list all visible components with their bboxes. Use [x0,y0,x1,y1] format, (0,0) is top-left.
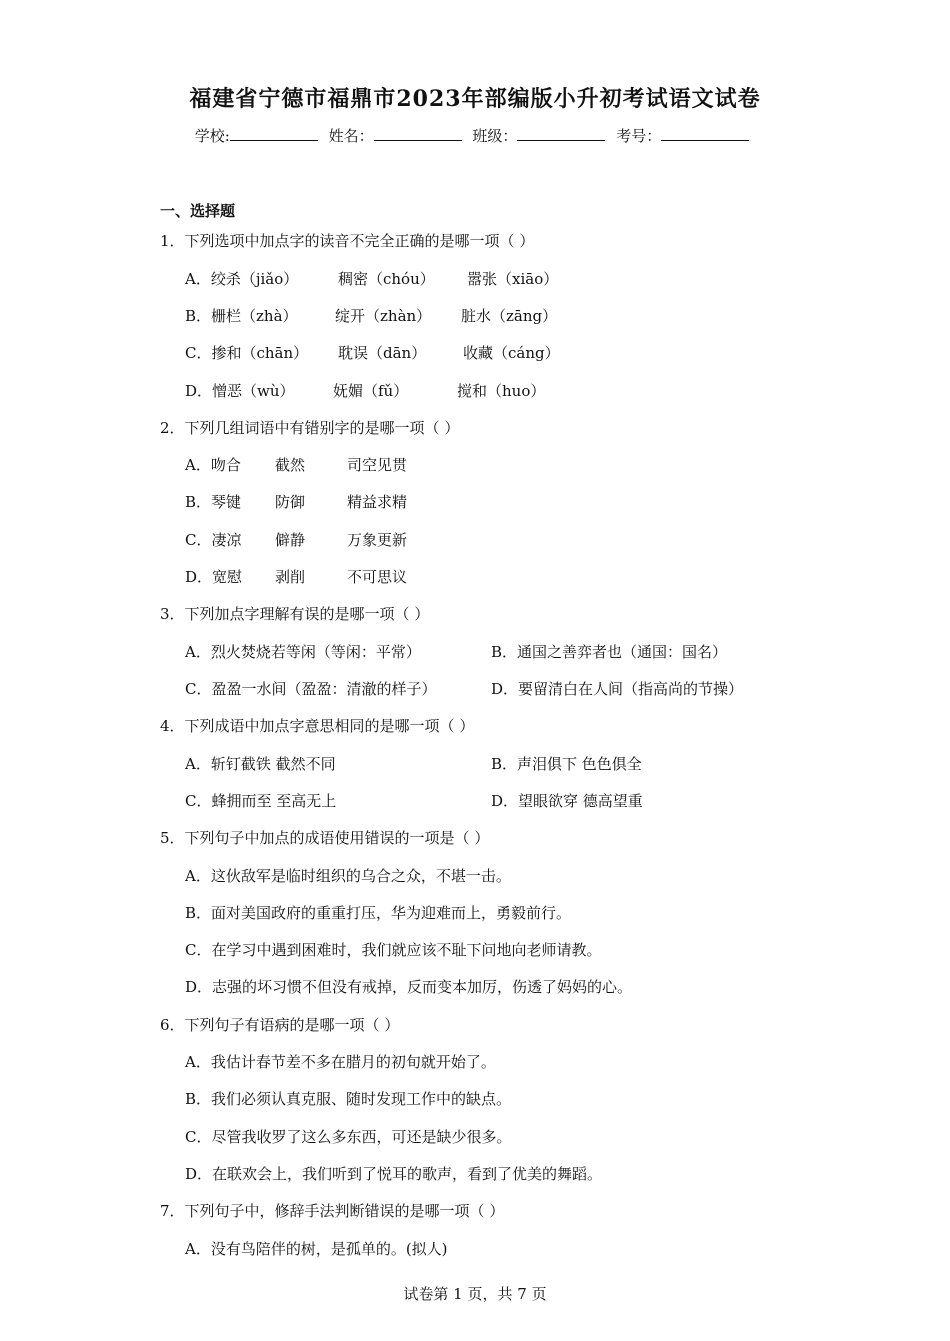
option-part: 剥削 [275,568,306,586]
school-blank[interactable] [230,126,318,141]
student-info-line [0,125,950,146]
option-part: 防御 [275,493,306,511]
option-part: 截然 [275,456,306,474]
option-part: D．憎恶（wù） [185,382,295,400]
question-6-option-c: C．尽管我收罗了这么多东西，可还是缺少很多。 [185,1128,512,1146]
option-part: C．凄凉 [185,531,242,549]
option-part: B．栅栏（zhà） [185,307,298,325]
section-heading: 一、选择题 [160,202,236,220]
option-part: 脏水（zāng） [461,307,558,325]
question-3-stem: 3．下列加点字理解有误的是哪一项（ ） [160,605,430,623]
option-part: A．绞杀（jiǎo） [185,270,299,288]
option-part: 绽开（zhàn） [335,307,432,325]
question-4-stem: 4．下列成语中加点字意思相同的是哪一项（ ） [160,717,475,735]
question-5-stem: 5．下列句子中加点的成语使用错误的一项是（ ） [160,829,490,847]
question-6-stem: 6．下列句子有语病的是哪一项（ ） [160,1016,400,1034]
question-4-option-b: B．声泪俱下 色色俱全 [491,755,642,773]
page-footer: 试卷第 1 页，共 7 页 [403,1285,547,1303]
option-part: 搅和（huo） [457,382,546,400]
question-6-option-b: B．我们必须认真克服、随时发现工作中的缺点。 [185,1090,512,1108]
option-part: 稠密（chóu） [338,270,435,288]
question-5-option-b: B．面对美国政府的重重打压，华为迎难而上，勇毅前行。 [185,904,572,922]
question-6-option-a: A．我估计春节差不多在腊月的初旬就开始了。 [185,1053,496,1071]
question-3-option-c: C．盈盈一水间（盈盈：清澈的样子） [185,680,437,698]
question-7-stem: 7．下列句子中，修辞手法判断错误的是哪一项（ ） [160,1202,505,1220]
option-part: 收藏（cáng） [463,344,560,362]
question-2-stem: 2．下列几组词语中有错别字的是哪一项（ ） [160,419,460,437]
option-part: 不可思议 [347,568,408,586]
page-title: 福建省宁德市福鼎市2023年部编版小升初考试语文试卷 [189,86,761,112]
option-part: 司空见贯 [347,456,408,474]
option-part: 妩媚（fǔ） [333,382,409,400]
option-part: B．琴键 [185,493,242,511]
question-4-option-c: C．蜂拥而至 至高无上 [185,792,337,810]
number-label: 考号： [616,127,662,145]
option-part: A．吻合 [185,456,241,474]
question-1-stem: 1．下列选项中加点字的读音不完全正确的是哪一项（ ） [160,232,535,250]
question-5-option-c: C．在学习中遇到困难时，我们就应该不耻下问地向老师请教。 [185,941,602,959]
question-3-option-d: D．要留清白在人间（指高尚的节操） [491,680,744,698]
option-part: 僻静 [275,531,306,549]
option-part: C．掺和（chān） [185,344,309,362]
question-3-option-b: B．通国之善弈者也（通国：国名） [491,643,728,661]
question-4-option-a: A．斩钉截铁 截然不同 [185,755,336,773]
question-5-option-a: A．这伙敌军是临时组织的乌合之众，不堪一击。 [185,867,511,885]
number-blank[interactable] [661,126,749,141]
question-6-option-d: D．在联欢会上，我们听到了悦耳的歌声，看到了优美的舞蹈。 [185,1165,603,1183]
question-4-option-d: D．望眼欲穿 德高望重 [491,792,643,810]
class-label: 班级： [472,127,518,145]
question-3-option-a: A．烈火焚烧若等闲（等闲：平常） [185,643,421,661]
school-label: 学校: [194,127,230,145]
option-part: 嚣张（xiāo） [467,270,559,288]
name-blank[interactable] [374,126,462,141]
option-part: 精益求精 [347,493,408,511]
option-part: 万象更新 [347,531,408,549]
name-label: 姓名： [328,127,374,145]
option-part: D．宽慰 [185,568,243,586]
question-5-option-d: D．志强的坏习惯不但没有戒掉，反而变本加厉，伤透了妈妈的心。 [185,978,633,996]
question-7-option-a: A．没有鸟陪伴的树，是孤单的。(拟人) [185,1240,448,1258]
option-part: 耽误（dān） [338,344,427,362]
class-blank[interactable] [517,126,605,141]
